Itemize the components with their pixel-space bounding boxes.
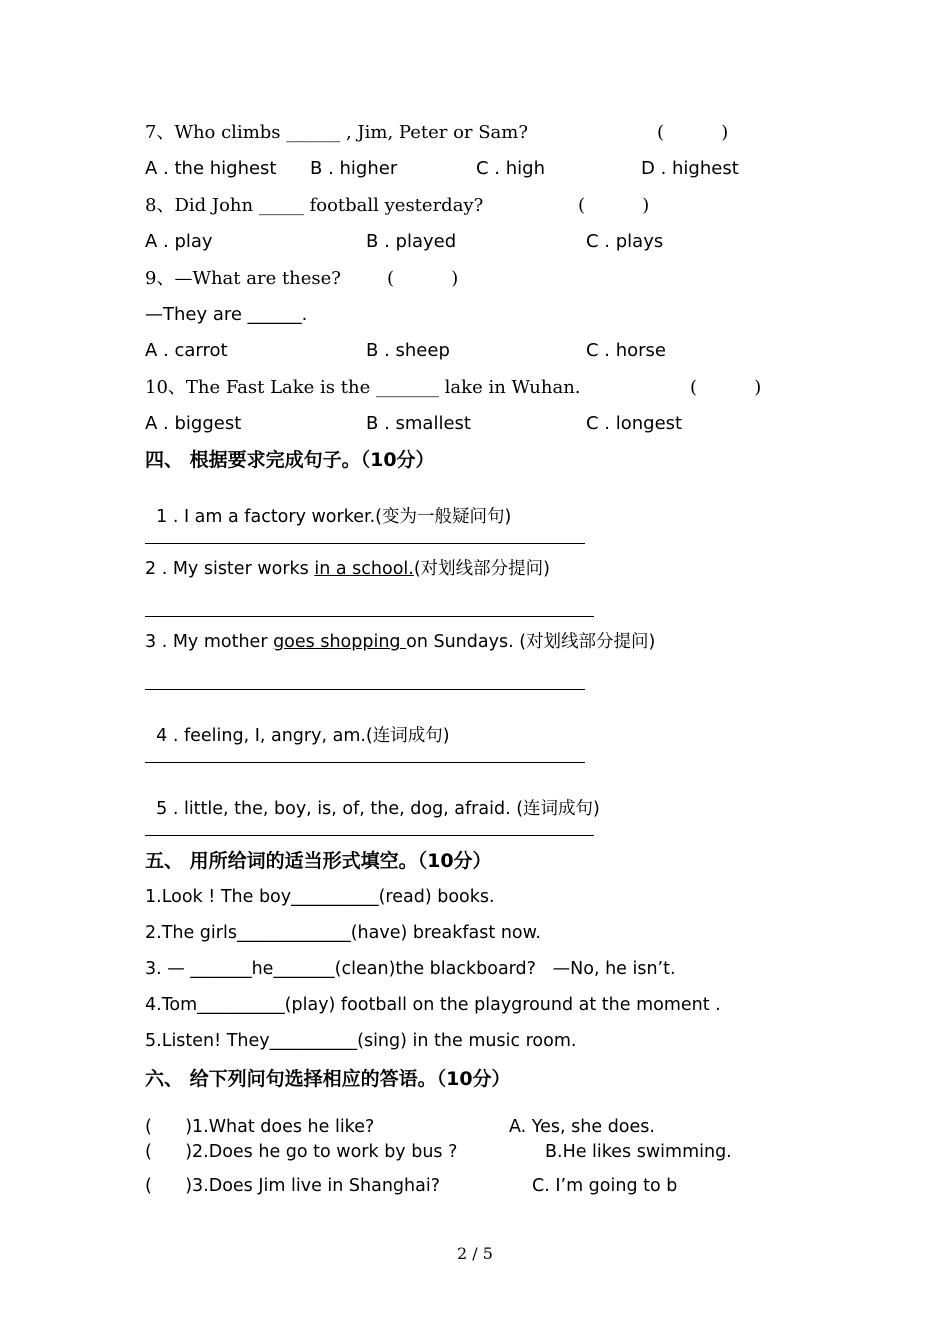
q10-option-b: B . smallest bbox=[366, 413, 471, 434]
section4-heading: 四、 根据要求完成句子。（10分） bbox=[145, 449, 435, 471]
section5-heading: 五、 用所给词的适当形式填空。（10分） bbox=[145, 850, 492, 872]
q7-stem: 7、Who climbs ______ , Jim, Peter or Sam? bbox=[145, 122, 529, 143]
q7-answer-paren: ( ) bbox=[657, 122, 729, 143]
q9-option-b: B . sheep bbox=[366, 340, 450, 361]
s4-item-3-pre: 3 . My mother bbox=[145, 632, 274, 652]
s6-question-2: ( )2.Does he go to work by bus ? bbox=[145, 1142, 458, 1162]
s6-question-3: ( )3.Does Jim live in Shanghai? bbox=[145, 1176, 441, 1196]
s6-answer-a: A. Yes, she does. bbox=[509, 1117, 655, 1137]
q7-option-b: B . higher bbox=[310, 158, 398, 179]
q10-answer-paren: ( ) bbox=[690, 377, 762, 398]
s4-answer-line-2 bbox=[145, 616, 594, 617]
s4-item-3 bbox=[145, 632, 655, 653]
s5-item-4: 4.Tom__________(play) football on the playground at the moment . bbox=[145, 995, 721, 1015]
s4-item-4-text: 4 . feeling, I, angry, am.(连词成句) bbox=[156, 726, 450, 746]
q8-option-a: A . play bbox=[145, 231, 213, 252]
s6-answer-b: B.He likes swimming. bbox=[545, 1142, 732, 1162]
s4-answer-line-4 bbox=[145, 762, 585, 763]
s4-item-3-underlined: goes shopping bbox=[273, 632, 407, 652]
s4-item-1-text: 1 . I am a factory worker.(变为一般疑问句) bbox=[156, 507, 512, 527]
q7-option-c: C . high bbox=[476, 158, 545, 179]
q9-stem: 9、—What are these? bbox=[145, 268, 341, 289]
q10-stem: 10、The Fast Lake is the _______ lake in Wuhan. bbox=[145, 377, 581, 398]
q8-stem: 8、Did John _____ football yesterday? bbox=[145, 195, 484, 216]
q8-answer-paren: ( ) bbox=[578, 195, 650, 216]
s6-question-1: ( )1.What does he like? bbox=[145, 1117, 375, 1137]
s5-item-2: 2.The girls_____________(have) breakfast now. bbox=[145, 923, 541, 943]
s4-item-1 bbox=[145, 486, 511, 528]
section6-heading: 六、 给下列问句选择相应的答语。（10分） bbox=[145, 1068, 511, 1090]
s4-answer-line-1 bbox=[145, 543, 585, 544]
q8-option-b: B . played bbox=[366, 231, 457, 252]
s5-item-1: 1.Look ! The boy__________(read) books. bbox=[145, 887, 495, 907]
s5-item-3: 3. — _______he_______(clean)the blackboard? —No, he isn’t. bbox=[145, 959, 676, 979]
q9-option-c: C . horse bbox=[586, 340, 667, 361]
q7-option-d: D . highest bbox=[641, 158, 739, 179]
s4-answer-line-3 bbox=[145, 689, 585, 690]
q10-option-c: C . longest bbox=[586, 413, 683, 434]
q9-answer-paren: ( ) bbox=[387, 268, 459, 289]
s4-item-2 bbox=[145, 559, 550, 580]
s4-item-2-pre: 2 . My sister works bbox=[145, 559, 315, 579]
s4-answer-line-5 bbox=[145, 835, 594, 836]
q8-option-c: C . plays bbox=[586, 231, 664, 252]
s4-item-5 bbox=[145, 778, 600, 820]
s5-item-5: 5.Listen! They__________(sing) in the music room. bbox=[145, 1031, 577, 1051]
q7-option-a: A . the highest bbox=[145, 158, 277, 179]
page-number: 2 / 5 bbox=[457, 1244, 493, 1263]
s4-item-2-underlined: in a school. bbox=[314, 559, 414, 579]
s4-item-4 bbox=[145, 705, 450, 747]
s6-answer-c: C. I’m going to b bbox=[532, 1176, 678, 1196]
s4-item-3-post: on Sundays. (对划线部分提问) bbox=[406, 632, 656, 652]
q9-option-a: A . carrot bbox=[145, 340, 228, 361]
q10-option-a: A . biggest bbox=[145, 413, 242, 434]
s4-item-2-post: (对划线部分提问) bbox=[413, 559, 550, 579]
s4-item-5-text: 5 . little, the, boy, is, of, the, dog, afraid. (连词成句) bbox=[156, 799, 600, 819]
q9-response-line: —They are ______. bbox=[145, 304, 308, 325]
